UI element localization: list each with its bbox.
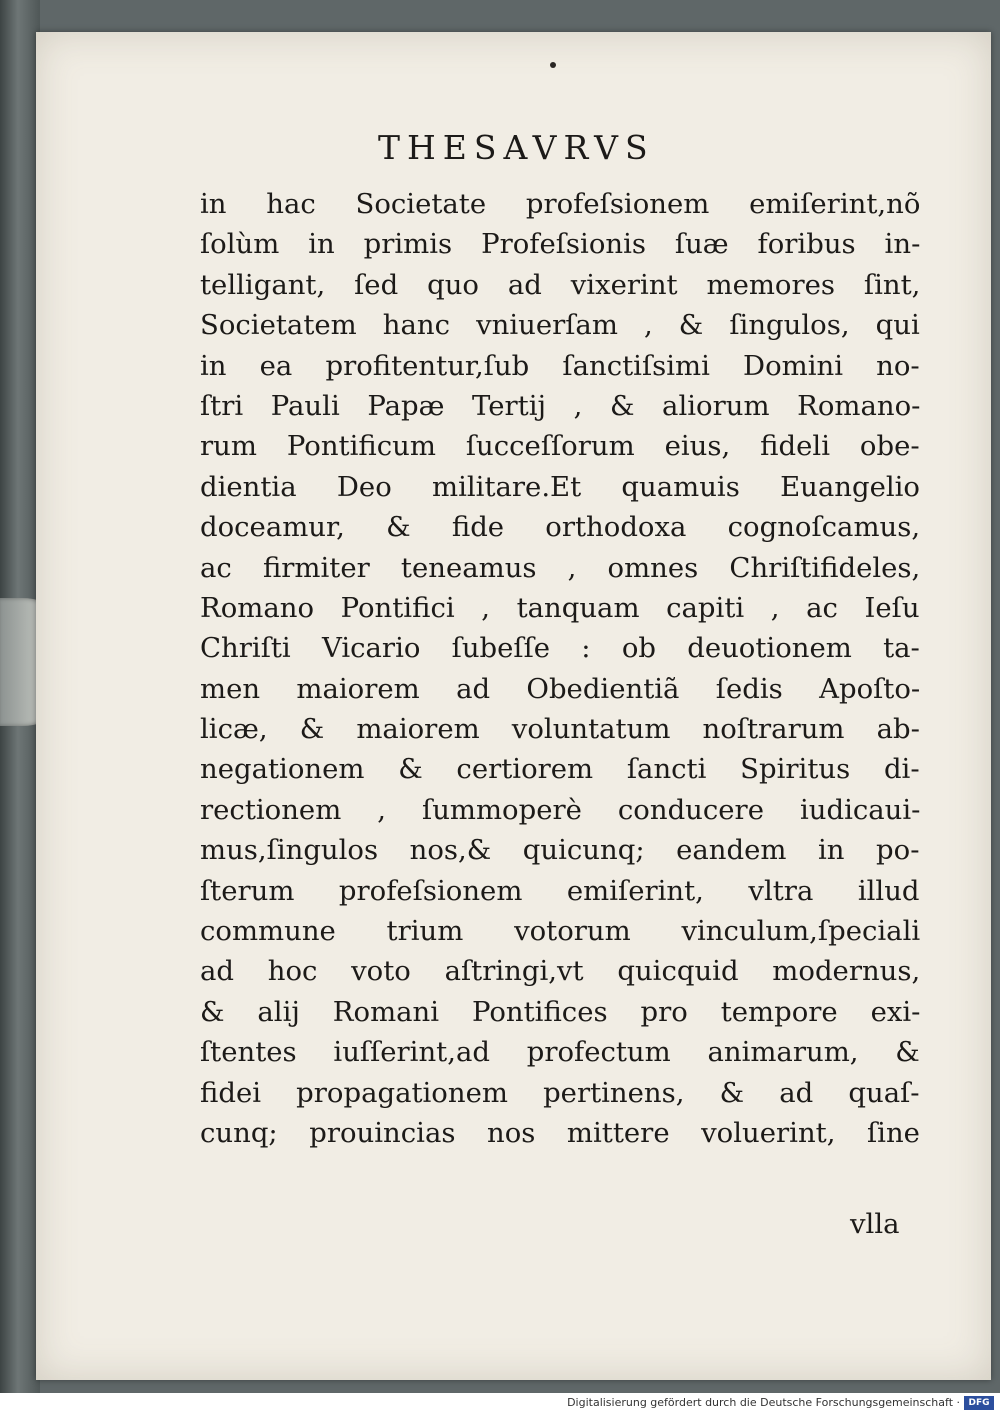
- catchword: vlla: [850, 1208, 900, 1240]
- text-line: Societatem hanc vniuerſam , & ſingulos, qui: [200, 309, 920, 342]
- text-line: Chriſti Vicario ſubeſſe : ob deuotionem ta-: [200, 632, 920, 665]
- ink-dot: [550, 62, 556, 68]
- text-line: in ea profitentur,ſub ſanctiſsimi Domini no-: [200, 349, 920, 382]
- text-line: negationem & certiorem ſancti Spiritus di-: [200, 753, 920, 786]
- dfg-logo-icon: DFG: [964, 1396, 994, 1410]
- text-line: ad hoc voto aſtringi,vt quicquid modernus,: [200, 955, 921, 988]
- text-line: ſtri Pauli Papæ Tertij , & aliorum Romano-: [200, 389, 921, 422]
- footer-bar: [0, 1393, 1000, 1414]
- text-line: mus,ſingulos nos,& quicunq; eandem in po-: [200, 834, 920, 867]
- text-line: ſterum profeſsionem emiſerint, vltra illud: [200, 874, 920, 907]
- text-line: telligant, ſed quo ad vixerint memores ſint,: [200, 268, 921, 301]
- text-line: dientia Deo militare.Et quamuis Euangelio: [200, 470, 920, 503]
- funding-credit: Digitalisierung gefördert durch die Deutsche Forschungsgemeinschaft ·: [567, 1396, 960, 1409]
- text-line: & alij Romani Pontifices pro tempore exi-: [200, 995, 921, 1028]
- text-line: ſtentes iuſſerint,ad profectum animarum, &: [200, 1036, 920, 1069]
- text-line: doceamur, & fide orthodoxa cognoſcamus,: [200, 511, 921, 544]
- text-line: licæ, & maiorem voluntatum noſtrarum ab-: [200, 713, 920, 746]
- text-line: ac firmiter teneamus , omnes Chriſtifideles,: [200, 551, 921, 584]
- text-line: commune trium votorum vinculum,ſpeciali: [200, 915, 921, 948]
- text-line: cunq; prouincias nos mittere voluerint, ſine: [200, 1116, 920, 1149]
- text-line: Romano Pontifici , tanquam capiti , ac Ieſu: [200, 591, 920, 624]
- body-text: [200, 184, 920, 1153]
- text-line: fidei propagationem pertinens, & ad quaſ-: [200, 1076, 920, 1109]
- text-line: men maiorem ad Obedientiã ſedis Apoſto-: [200, 672, 921, 705]
- running-head: THESAVRVS: [378, 128, 655, 167]
- text-line: rectionem , ſummoperè conducere iudicaui-: [200, 793, 921, 826]
- text-line: in hac Societate profeſsionem emiſerint,nõ: [200, 188, 921, 220]
- text-line: ſolùm in primis Profeſsionis ſuæ foribus in-: [200, 228, 921, 261]
- text-line: rum Pontificum ſucceſſorum eius, fideli obe-: [200, 430, 920, 463]
